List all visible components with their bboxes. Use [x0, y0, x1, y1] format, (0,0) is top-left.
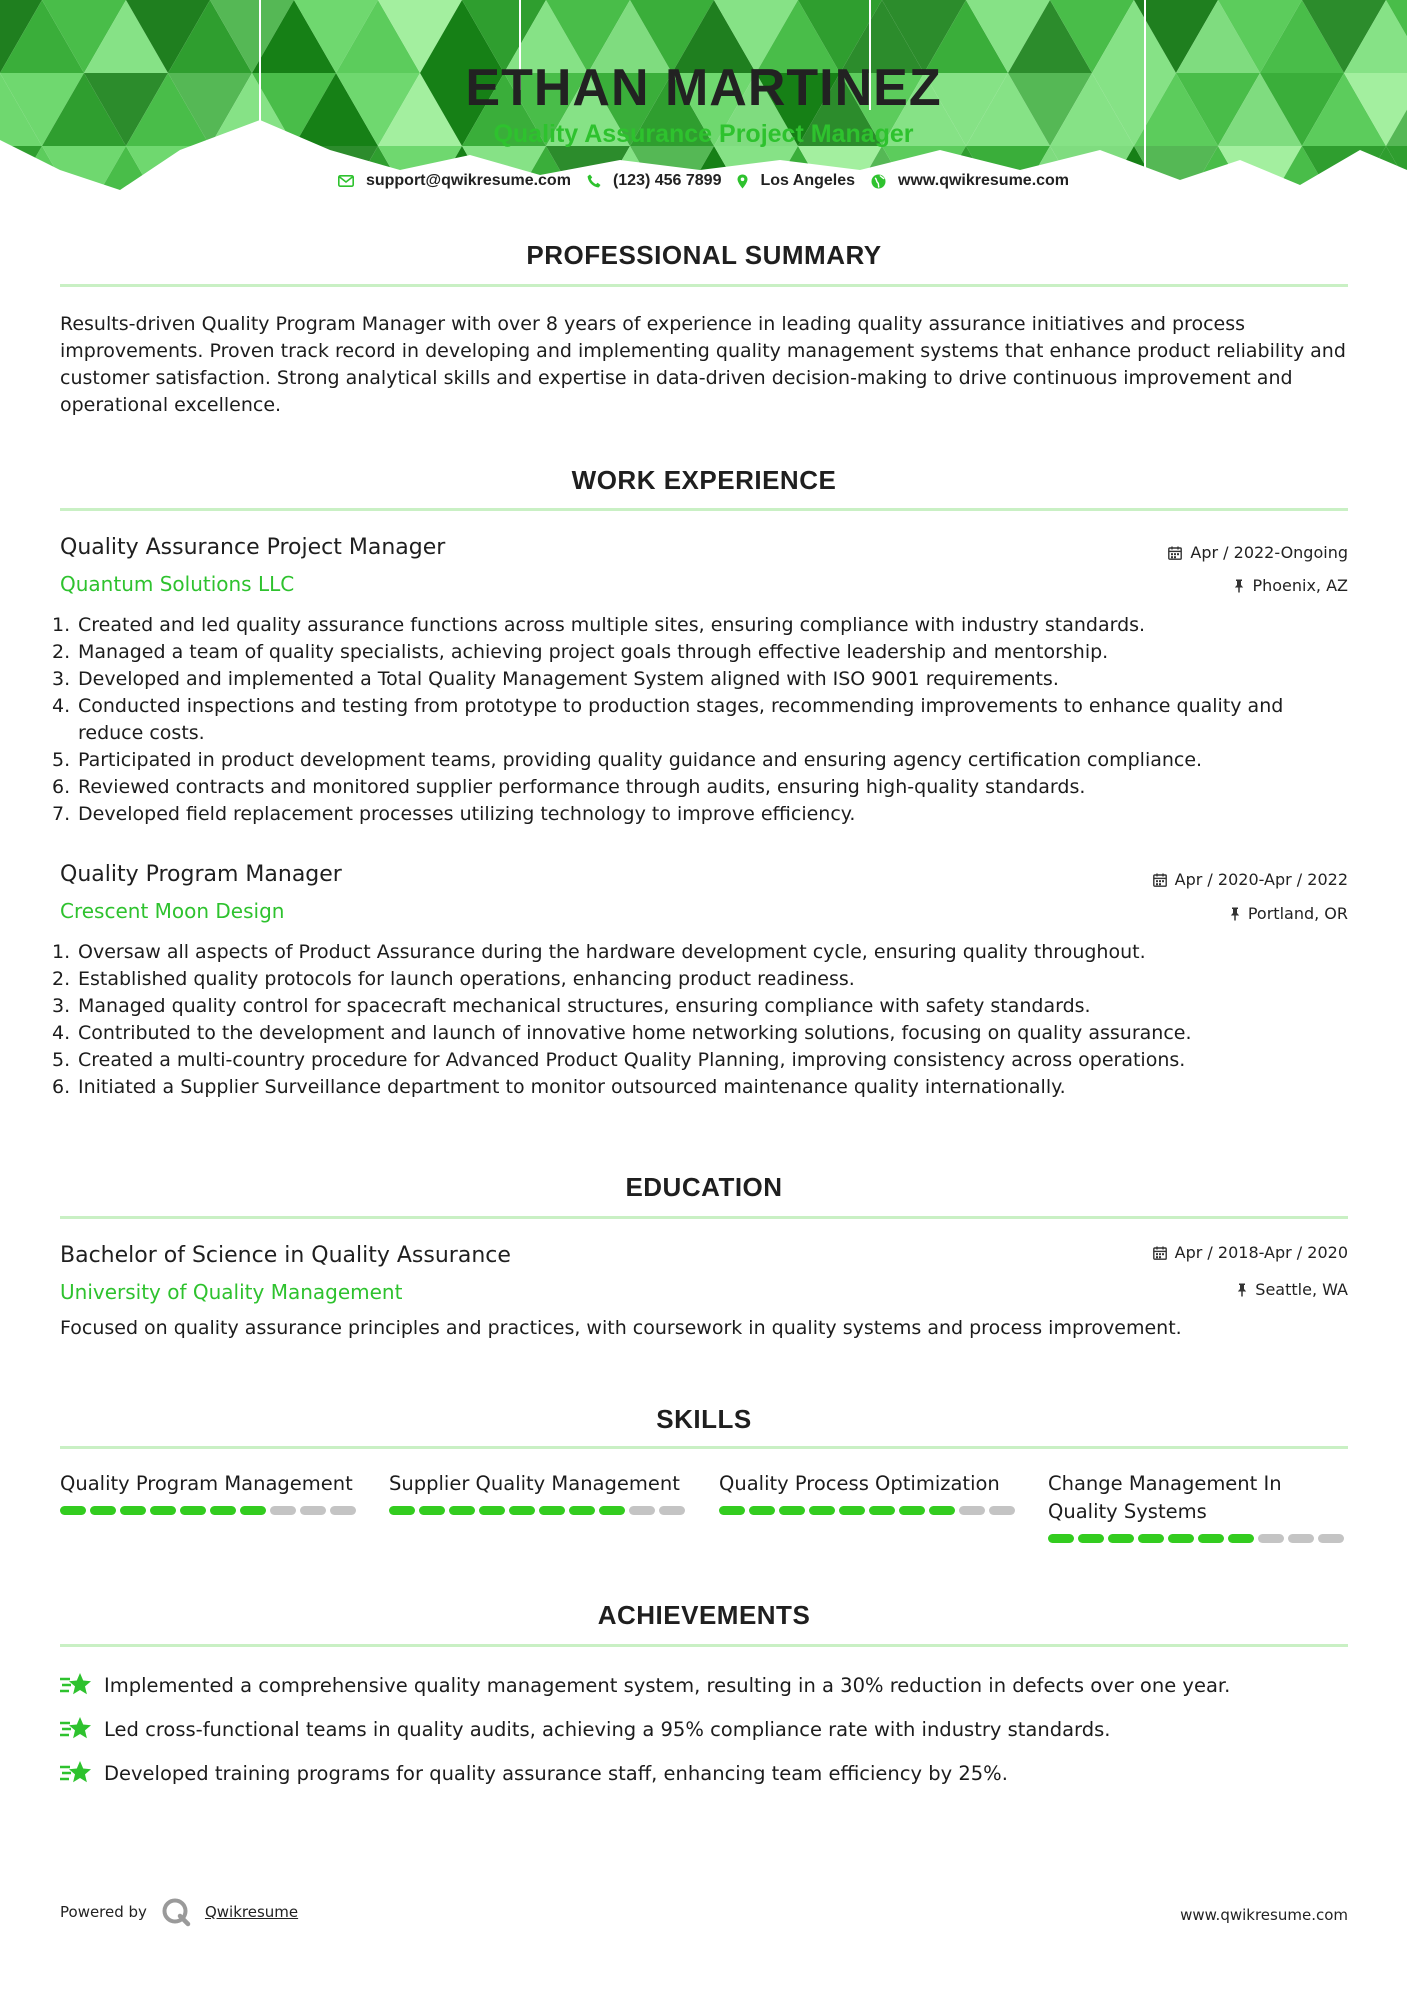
website-text: www.qwikresume.com — [898, 172, 1070, 189]
skill-level-segment — [1198, 1534, 1224, 1543]
section-divider — [60, 284, 1348, 287]
section-divider — [60, 508, 1348, 511]
skill-level-segment — [779, 1506, 805, 1515]
contact-bar — [0, 172, 1407, 190]
job-duties-list — [52, 612, 1352, 828]
skill-level-segment — [1078, 1534, 1104, 1543]
job-duties-list — [52, 939, 1352, 1101]
pushpin-icon — [1234, 579, 1244, 593]
list-item: 2. Managed a team of quality specialists, achieving project goals through effective leadership and mentorship. — [52, 641, 1109, 663]
skill-item — [1048, 1470, 1348, 1543]
skill-name: Quality Process Optimization — [719, 1472, 1000, 1495]
education-location-text: Seattle, WA — [1255, 1280, 1348, 1299]
skill-level-segment — [719, 1506, 745, 1515]
star-icon — [60, 1758, 92, 1788]
skill-level-segment — [1258, 1534, 1284, 1543]
list-item: 7. Developed field replacement processes utilizing technology to improve efficiency. — [52, 803, 856, 825]
achievement-item — [60, 1758, 1008, 1788]
list-item: 6. Initiated a Supplier Surveillance department to monitor outsourced maintenance quality internationally. — [52, 1076, 1066, 1098]
skill-item — [60, 1470, 360, 1515]
skill-name: Quality Program Management — [60, 1472, 353, 1495]
achievement-text: Developed training programs for quality assurance staff, enhancing team efficiency by 25%. — [104, 1761, 1008, 1785]
email-text: support@qwikresume.com — [365, 172, 571, 189]
job-dates — [1153, 870, 1348, 889]
contact-website[interactable] — [871, 172, 1069, 190]
achievement-item — [60, 1670, 1230, 1700]
section-divider — [60, 1446, 1348, 1449]
list-item: 4. Conducted inspections and testing from prototype to production stages, recommending improvements to enhance quality and reduce costs. — [52, 695, 1284, 744]
list-item: 6. Reviewed contracts and monitored supplier performance through audits, ensuring high-quality standards. — [52, 776, 1086, 798]
skill-level-segment — [180, 1506, 206, 1515]
education-dates — [1153, 1243, 1348, 1262]
skill-level-segment — [270, 1506, 296, 1515]
list-item: 3. Developed and implemented a Total Quality Management System aligned with ISO 9001 requirements. — [52, 668, 1059, 690]
powered-by-label: Powered by — [60, 1903, 147, 1921]
qwikresume-logo-icon — [161, 1897, 191, 1927]
skill-name: Supplier Quality Management — [389, 1472, 680, 1495]
calendar-icon — [1168, 546, 1182, 560]
footer-powered-by — [60, 1897, 298, 1927]
company-name: Crescent Moon Design — [60, 899, 285, 923]
phone-text: (123) 456 7899 — [612, 172, 722, 189]
skill-level-segment — [1318, 1534, 1344, 1543]
skill-level-segment — [330, 1506, 356, 1515]
skill-level-segment — [869, 1506, 895, 1515]
job-location — [1230, 904, 1348, 923]
list-item: 2. Established quality protocols for launch operations, enhancing product readiness. — [52, 968, 855, 990]
skill-level-segment — [1288, 1534, 1314, 1543]
degree-title: Bachelor of Science in Quality Assurance — [60, 1243, 511, 1268]
skills-heading: SKILLS — [656, 1404, 752, 1434]
skill-item — [389, 1470, 689, 1515]
skill-level-segment — [539, 1506, 565, 1515]
skill-level-segment — [300, 1506, 326, 1515]
skill-level-segment — [60, 1506, 86, 1515]
skill-level-segment — [809, 1506, 835, 1515]
skill-level-segment — [1138, 1534, 1164, 1543]
education-location — [1237, 1280, 1348, 1299]
contact-email[interactable] — [338, 172, 571, 190]
skill-level-segment — [479, 1506, 505, 1515]
job-title: Quality Assurance Project Manager — [60, 535, 446, 560]
skill-level-segment — [419, 1506, 445, 1515]
calendar-icon — [1153, 1246, 1167, 1260]
footer-website[interactable]: www.qwikresume.com — [1180, 1906, 1348, 1924]
section-divider — [60, 1216, 1348, 1219]
skill-level-segment — [599, 1506, 625, 1515]
job-location-text: Portland, OR — [1247, 904, 1348, 923]
skill-level-segment — [659, 1506, 685, 1515]
skill-level-segment — [629, 1506, 655, 1515]
location-text: Los Angeles — [760, 172, 856, 189]
candidate-name: ETHAN MARTINEZ — [465, 59, 942, 117]
skill-level-segment — [1168, 1534, 1194, 1543]
map-pin-icon — [737, 174, 748, 189]
globe-icon — [871, 174, 886, 189]
summary-text: Results-driven Quality Program Manager with over 8 years of experience in leading quality assurance initiatives and process improvements. Proven track record in developing and implementing quality management systems that enhance product reliability and customer satisfaction. Strong analytical skills and expertise in data-driven decision-making to drive continuous improvement and operational excellence. — [60, 313, 1346, 416]
education-dates-text: Apr / 2018-Apr / 2020 — [1174, 1243, 1348, 1262]
skill-level-bar — [719, 1506, 1019, 1515]
contact-phone[interactable] — [587, 172, 722, 190]
job-dates — [1168, 543, 1348, 562]
achievement-text: Led cross-functional teams in quality audits, achieving a 95% compliance rate with industry standards. — [104, 1717, 1111, 1741]
school-name: University of Quality Management — [60, 1280, 403, 1304]
skill-level-segment — [120, 1506, 146, 1515]
job-dates-text: Apr / 2022-Ongoing — [1190, 543, 1348, 562]
skill-level-segment — [509, 1506, 535, 1515]
skill-level-segment — [449, 1506, 475, 1515]
job-dates-text: Apr / 2020-Apr / 2022 — [1174, 870, 1348, 889]
list-item: 4. Contributed to the development and launch of innovative home networking solutions, focusing on quality assurance. — [52, 1022, 1192, 1044]
section-divider — [60, 1644, 1348, 1647]
skill-level-segment — [989, 1506, 1015, 1515]
star-icon — [60, 1714, 92, 1744]
skill-level-segment — [959, 1506, 985, 1515]
skill-level-segment — [929, 1506, 955, 1515]
skill-level-segment — [1228, 1534, 1254, 1543]
contact-location — [737, 172, 855, 190]
job-location — [1234, 576, 1348, 595]
summary-heading: PROFESSIONAL SUMMARY — [526, 240, 882, 270]
pushpin-icon — [1230, 907, 1240, 921]
skill-level-segment — [150, 1506, 176, 1515]
phone-icon — [587, 174, 601, 188]
skill-level-segment — [90, 1506, 116, 1515]
skill-item — [719, 1470, 1019, 1515]
job-location-text: Phoenix, AZ — [1252, 576, 1348, 595]
skill-level-segment — [389, 1506, 415, 1515]
list-item: 1. Created and led quality assurance functions across multiple sites, ensuring compliance with industry standards. — [52, 614, 1146, 636]
skill-level-bar — [60, 1506, 360, 1515]
envelope-icon — [338, 175, 354, 187]
skill-level-segment — [1048, 1534, 1074, 1543]
star-icon — [60, 1670, 92, 1700]
skill-level-segment — [210, 1506, 236, 1515]
skill-level-segment — [1108, 1534, 1134, 1543]
experience-heading: WORK EXPERIENCE — [571, 465, 837, 495]
achievement-item — [60, 1714, 1110, 1744]
list-item: 1. Oversaw all aspects of Product Assurance during the hardware development cycle, ensuring quality throughout. — [52, 941, 1146, 963]
job-title: Quality Program Manager — [60, 862, 342, 887]
qwikresume-link[interactable]: Qwikresume — [204, 1903, 299, 1921]
candidate-title: Quality Assurance Project Manager — [493, 120, 914, 148]
list-item: 5. Created a multi-country procedure for Advanced Product Quality Planning, improving consistency across operations. — [52, 1049, 1186, 1071]
skill-level-segment — [839, 1506, 865, 1515]
list-item: 3. Managed quality control for spacecraft mechanical structures, ensuring compliance with safety standards. — [52, 995, 1091, 1017]
education-description: Focused on quality assurance principles and practices, with coursework in quality systems and process improvement. — [60, 1317, 1182, 1339]
achievements-heading: ACHIEVEMENTS — [597, 1600, 811, 1630]
skill-level-segment — [569, 1506, 595, 1515]
skill-level-bar — [1048, 1534, 1348, 1543]
skill-level-segment — [899, 1506, 925, 1515]
pushpin-icon — [1237, 1283, 1247, 1297]
list-item: 5. Participated in product development teams, providing quality guidance and ensuring agency certification compliance. — [52, 749, 1203, 771]
company-name: Quantum Solutions LLC — [60, 572, 295, 596]
education-heading: EDUCATION — [625, 1172, 783, 1202]
skill-level-segment — [240, 1506, 266, 1515]
calendar-icon — [1153, 873, 1167, 887]
skill-name: Change Management In Quality Systems — [1048, 1472, 1282, 1523]
skill-level-bar — [389, 1506, 689, 1515]
skill-level-segment — [749, 1506, 775, 1515]
achievement-text: Implemented a comprehensive quality management system, resulting in a 30% reduction in defects over one year. — [104, 1673, 1231, 1697]
